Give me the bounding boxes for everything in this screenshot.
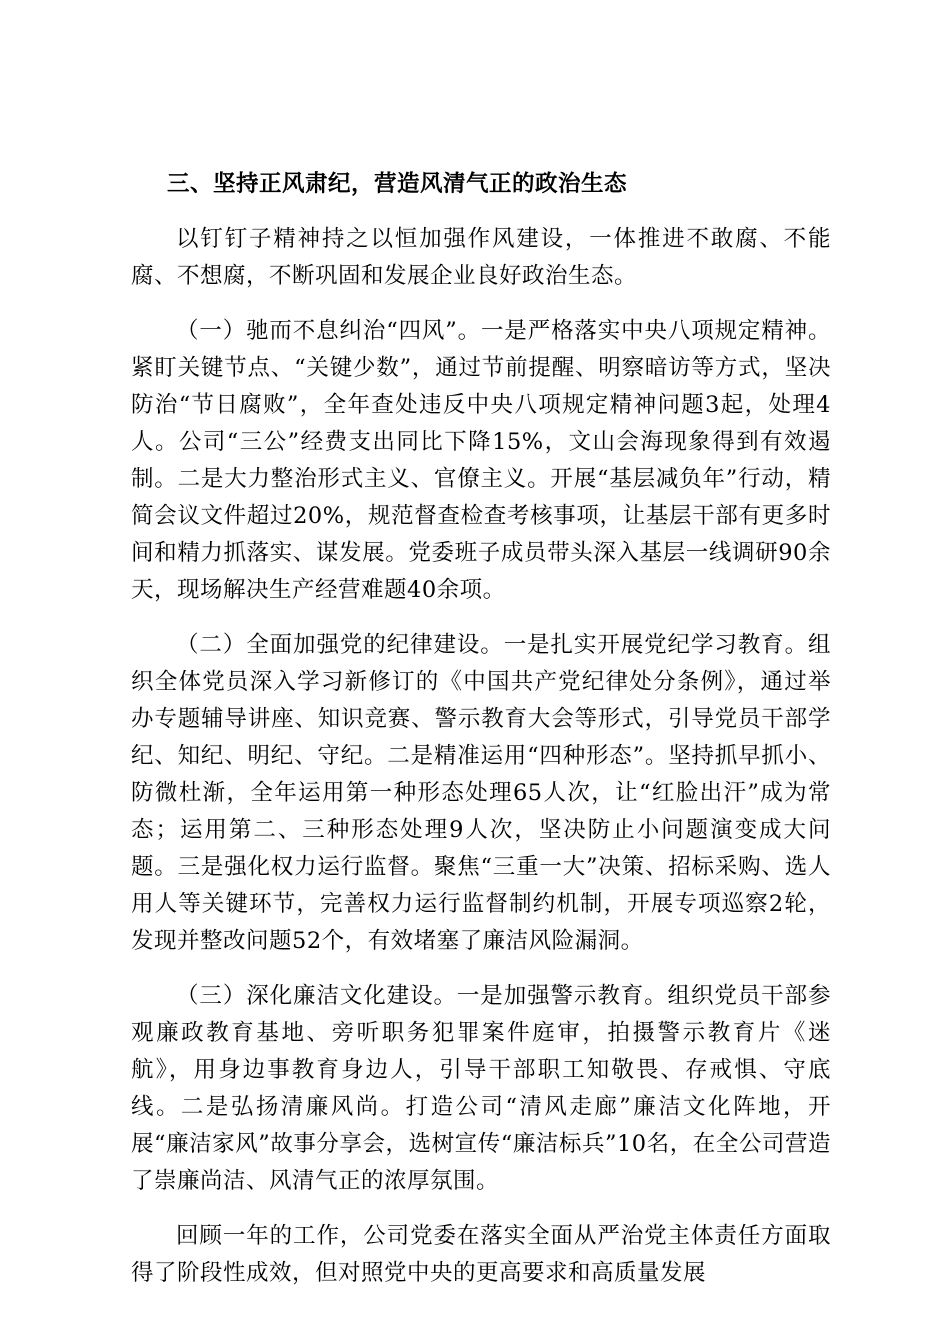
paragraph-review: 回顾一年的工作，公司党委在落实全面从严治党主体责任方面取得了阶段性成效，但对照党中央的更高要求和高质量发展 <box>131 1223 831 1286</box>
paragraph-discipline: （二）全面加强党的纪律建设。一是扎实开展党纪学习教育。组织全体党员深入学习新修订的《中国共产党纪律处分条例》，通过举办专题辅导讲座、知识竞赛、警示教育大会等形式，引导党员干部学纪、知纪、明纪、守纪。二是精准运用“四种形态”。坚持抓早抓小、防微杜渐，全年运用第一种形态处理65人次，让“红脸出汗”成为常态；运用第二、三种形态处理9人次，坚决防止小问题演变成大问题。三是强化权力运行监督。聚焦“三重一大”决策、招标采购、选人用人等关键环节，完善权力运行监督制约机制，开展专项巡察2轮，发现并整改问题52个，有效堵塞了廉洁风险漏洞。 <box>131 632 831 954</box>
document-body <box>131 166 831 1310</box>
section-heading: 三、坚持正风肃纪，营造风清气正的政治生态 <box>167 171 628 197</box>
paragraph-integrity-culture: （三）深化廉洁文化建设。一是加强警示教育。组织党员干部参观廉政教育基地、旁听职务犯罪案件庭审，拍摄警示教育片《迷航》，用身边事教育身边人，引导干部职工知敬畏、存戒惧、守底线。二是弘扬清廉风尚。打造公司“清风走廊”廉洁文化阵地，开展“廉洁家风”故事分享会，选树宣传“廉洁标兵”10名，在全公司营造了崇廉尚洁、风清气正的浓厚氛围。 <box>131 983 831 1194</box>
paragraph-four-winds: （一）驰而不息纠治“四风”。一是严格落实中央八项规定精神。紧盯关键节点、“关键少数”，通过节前提醒、明察暗访等方式，坚决防治“节日腐败”，全年查处违反中央八项规定精神问题3起，处理4人。公司“三公”经费支出同比下降15%，文山会海现象得到有效遏制。二是大力整治形式主义、官僚主义。开展“基层减负年”行动，精简会议文件超过20%，规范督查检查考核事项，让基层干部有更多时间和精力抓落实、谋发展。党委班子成员带头深入基层一线调研90余天，现场解决生产经营难题40余项。 <box>131 318 831 603</box>
intro-paragraph: 以钉钉子精神持之以恒加强作风建设，一体推进不敢腐、不能腐、不想腐，不断巩固和发展企业良好政治生态。 <box>131 226 831 289</box>
